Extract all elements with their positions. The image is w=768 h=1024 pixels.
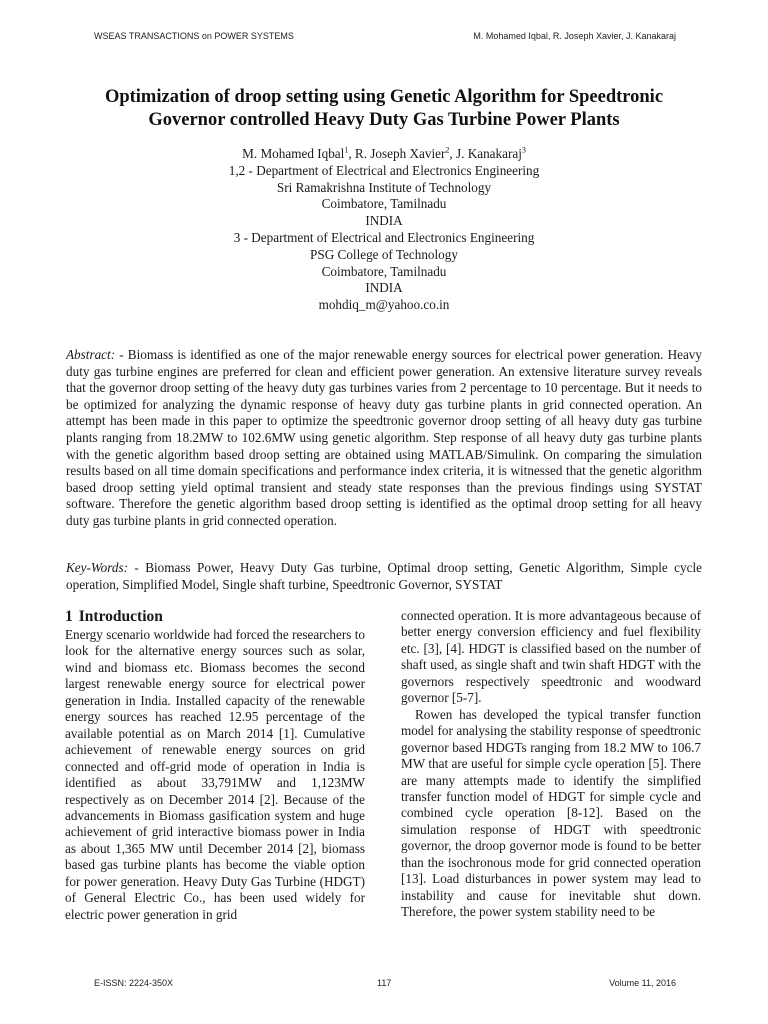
author-3: , J. Kanakaraj [449, 146, 522, 161]
abstract [66, 347, 702, 530]
footer-volume: Volume 11, 2016 [609, 978, 676, 988]
author-1: M. Mohamed Iqbal [242, 146, 345, 161]
affiliation-line: PSG College of Technology [310, 246, 458, 262]
abstract-text: - Biomass is identified as one of the major renewable energy sources for electrical power generation. Heavy duty gas turbine engines are preferred for clean and efficient power generation. An extensive literature survey reveals that the governor droop setting of the heavy duty gas turbines varies from 2 percentage to 10 percentage. But it needs to be optimized for analyzing the dynamic response of heavy duty gas turbine plants in grid connected operation. An attempt has been made in this paper to optimize the speedtronic governor droop setting of all heavy duty gas turbine plants ranging from 18.2MW to 102.6MW using genetic algorithm. Step response of all heavy duty gas turbine plants with the genetic algorithm based droop setting are obtained using MATLAB/Simulink. On comparing the simulation results based on all time domain specifications and performance index criteria, it is witnessed that the genetic algorithm based droop setting yield optimal transient and steady state responses than the previous findings using SYSTAT software. Therefore the genetic algorithm based droop setting is identified as the optimal droop setting for all heavy duty gas turbine plants in grid connected operation. [66, 347, 702, 528]
keywords [66, 560, 702, 593]
left-column [65, 608, 365, 923]
author-email[interactable]: mohdiq_m@yahoo.co.in [318, 297, 450, 313]
intro-paragraph-1-cont: connected operation. It is more advantageous because of better energy conversion efficiency and fuel flexibility etc. [3], [4]. HDGT is classified based on the number of shaft used, as single shaft and twin shaft HDGT with the governors respectively speedtronic and woodward governor [5-7]. [401, 608, 701, 706]
affiliation-line: 3 - Department of Electrical and Electronics Engineering [233, 229, 535, 245]
journal-name: WSEAS TRANSACTIONS on POWER SYSTEMS [94, 31, 294, 41]
section-heading [65, 608, 365, 626]
author-1-affil: 1 [344, 145, 349, 155]
section-number: 1 [65, 608, 73, 625]
paper-title [40, 86, 728, 132]
running-authors: M. Mohamed Iqbal, R. Joseph Xavier, J. Kanakaraj [473, 31, 676, 41]
footer-issn: E-ISSN: 2224-350X [94, 978, 174, 988]
affiliation-line: Sri Ramakrishna Institute of Technology [276, 179, 492, 195]
author-2: , R. Joseph Xavier [348, 146, 446, 161]
keywords-text: - Biomass Power, Heavy Duty Gas turbine, Optimal droop setting, Genetic Algorithm, Simple cycle operation, Simplified Model, Single shaft turbine, Speedtronic Governor, SYSTAT [66, 560, 702, 592]
section-title: Introduction [78, 608, 163, 625]
title-line-2: Governor controlled Heavy Duty Gas Turbine Power Plants [148, 110, 620, 130]
author-block [100, 146, 668, 314]
author-names [100, 146, 668, 163]
affiliation-line: INDIA [365, 213, 403, 229]
affiliation-line: 1,2 - Department of Electrical and Electronics Engineering [228, 162, 540, 178]
affiliation-line: Coimbatore, Tamilnadu [321, 196, 447, 212]
intro-paragraph-1: Energy scenario worldwide had forced the researchers to look for the alternative energy sources such as solar, wind and biomass etc. Biomass becomes the second largest renewable energy source for electrical power generation in India. Installed capacity of the renewable energy sources has reached 12.95 percentage of the available potential as on March 2014 [1]. Cumulative achievement of renewable energy sources on grid connected and off-grid mode of operation in India is identified as about 33,791MW and 1,123MW respectively as on December 2014 [2]. Because of the advancements in Biomass gasification system and huge achievement of grid interactive biomass power in India as about 1,365 MW until December 2014 [2], biomass based gas turbine plants has become the viable option for power generation. Heavy Duty Gas Turbine (HDGT) of General Electric Co., has been used widely for electric power generation in grid [65, 627, 365, 922]
author-3-affil: 3 [521, 145, 526, 155]
keywords-label: Key-Words: [66, 560, 129, 575]
author-2-affil: 2 [445, 145, 450, 155]
footer-page-number: 117 [377, 978, 392, 988]
title-line-1: Optimization of droop setting using Genetic Algorithm for Speedtronic [104, 87, 664, 107]
right-column [401, 608, 701, 921]
intro-paragraph-2: Rowen has developed the typical transfer function model for analysing the stability response of speedtronic governor based HDGTs ranging from 18.2 MW to 106.7 MW that are useful for simple cycle operation [5]. There are many attempts made to identify the simplified transfer function model of HDGT for simple cycle and combined cycle operation [8-12]. Based on the simulation response of HDGT with speedtronic governor, the droop governor mode is found to be better than the isochronous mode for grid connected operation [13]. Load disturbances in power system may lead to instability and cause for inevitable shut down. Therefore, the power system stability need to be [401, 706, 701, 920]
affiliation-line: INDIA [365, 280, 403, 296]
affiliation-line: Coimbatore, Tamilnadu [321, 263, 447, 279]
abstract-label: Abstract: [66, 347, 116, 362]
